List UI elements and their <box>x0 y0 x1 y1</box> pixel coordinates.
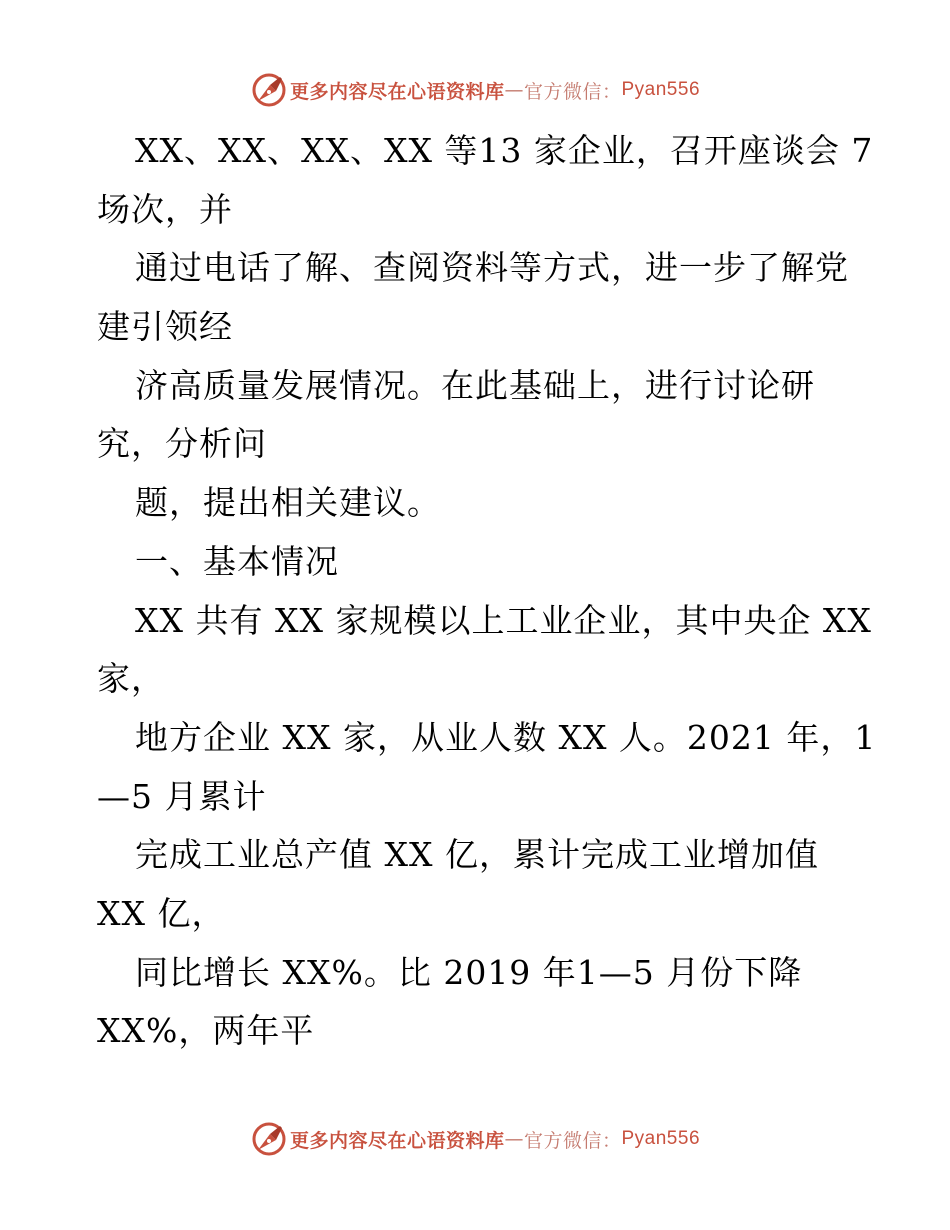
text-line: 场次，并 <box>97 189 233 229</box>
footer-watermark <box>0 1117 950 1161</box>
text-line: 题，提出相关建议。 <box>135 483 441 523</box>
header-watermark <box>0 68 950 112</box>
watermark-label: 官方微信： <box>523 1129 622 1152</box>
text-line: XX、XX、XX、XX 等13 家企业，召开座谈会 7 <box>135 131 874 170</box>
watermark-separator: — <box>504 79 524 101</box>
watermark-main-text: 更多内容尽在心语资料库 <box>289 80 505 103</box>
text-line: 一、基本情况 <box>135 541 339 581</box>
text-line: XX 亿， <box>97 893 226 933</box>
text-line: 通过电话了解、查阅资料等方式，进一步了解党 <box>135 248 849 288</box>
text-line: —5 月累计 <box>97 776 267 816</box>
watermark-separator: — <box>504 1128 524 1150</box>
text-line: 家， <box>97 659 165 699</box>
text-line: 地方企业 XX 家，从业人数 XX 人。2021 年，1 <box>135 717 877 757</box>
watermark-handle: Pyan556 <box>621 79 701 100</box>
text-line: XX 共有 XX 家规模以上工业企业，其中央企 XX <box>135 600 872 640</box>
pen-nib-logo-icon <box>250 71 288 109</box>
text-line: 济高质量发展情况。在此基础上，进行讨论研 <box>135 365 815 405</box>
text-line: 究，分析问 <box>97 424 267 464</box>
watermark-handle: Pyan556 <box>621 1128 701 1149</box>
text-line: XX%，两年平 <box>97 1011 315 1051</box>
text-line: 同比增长 XX%。比 2019 年1—5 月份下降 <box>135 952 803 992</box>
pen-nib-logo-icon <box>250 1120 288 1158</box>
text-line: 建引领经 <box>97 307 233 347</box>
text-line: 完成工业总产值 XX 亿，累计完成工业增加值 <box>135 835 819 875</box>
watermark-label: 官方微信： <box>523 80 622 103</box>
document-body <box>97 122 877 1061</box>
watermark-main-text: 更多内容尽在心语资料库 <box>289 1129 505 1152</box>
